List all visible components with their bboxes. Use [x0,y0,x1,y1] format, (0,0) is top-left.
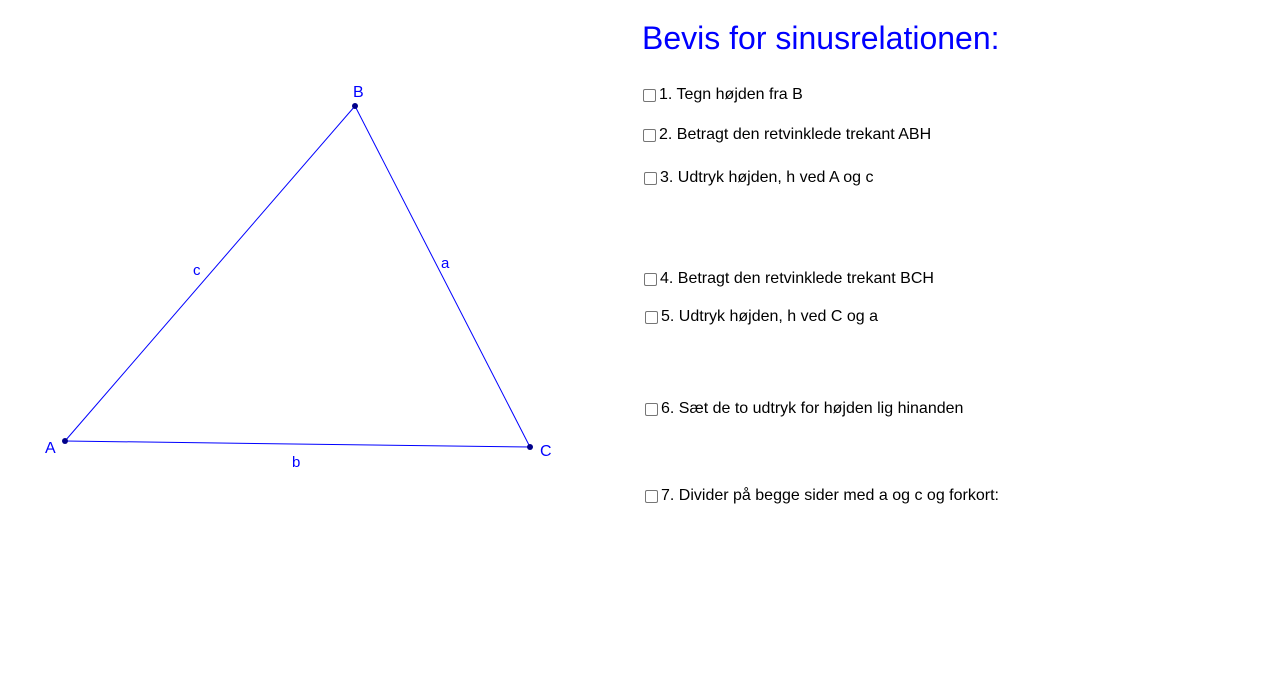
side-b-segment[interactable] [65,441,530,447]
checkbox-box[interactable] [644,273,657,286]
point-B[interactable] [352,103,358,109]
side-a-segment[interactable] [355,106,530,447]
step-4-checkbox[interactable] [644,269,934,289]
point-B-label: B [353,84,364,101]
step-7-checkbox[interactable] [645,486,999,506]
step-3-label: 3. Udtryk højden, h ved A og c [660,169,874,186]
point-A-label: A [45,440,56,457]
step-6-label: 6. Sæt de to udtryk for højden lig hinanden [661,400,964,417]
side-a-label: a [441,255,450,272]
side-b-label: b [292,454,301,471]
checkbox-box[interactable] [645,490,658,503]
checkbox-box[interactable] [644,172,657,185]
step-5-checkbox[interactable] [645,307,878,327]
step-1-label: 1. Tegn højden fra B [659,86,803,103]
geometry-canvas[interactable] [0,0,620,678]
checkbox-box[interactable] [645,403,658,416]
step-4-label: 4. Betragt den retvinklede trekant BCH [660,270,934,287]
step-3-checkbox[interactable] [644,168,873,188]
step-6-checkbox[interactable] [645,399,963,419]
point-A[interactable] [62,438,68,444]
checkbox-box[interactable] [645,311,658,324]
step-1-checkbox[interactable] [643,85,803,105]
side-c-label: c [193,262,201,279]
point-C-label: C [540,443,552,460]
step-5-label: 5. Udtryk højden, h ved C og a [661,308,878,325]
point-C[interactable] [527,444,533,450]
checkbox-box[interactable] [643,129,656,142]
side-c-segment[interactable] [65,106,355,441]
step-2-checkbox[interactable] [643,125,931,145]
step-7-label: 7. Divider på begge sider med a og c og forkort: [661,487,999,504]
step-2-label: 2. Betragt den retvinklede trekant ABH [659,126,932,143]
page-title: Bevis for sinusrelationen: [642,20,1000,56]
checkbox-box[interactable] [643,89,656,102]
